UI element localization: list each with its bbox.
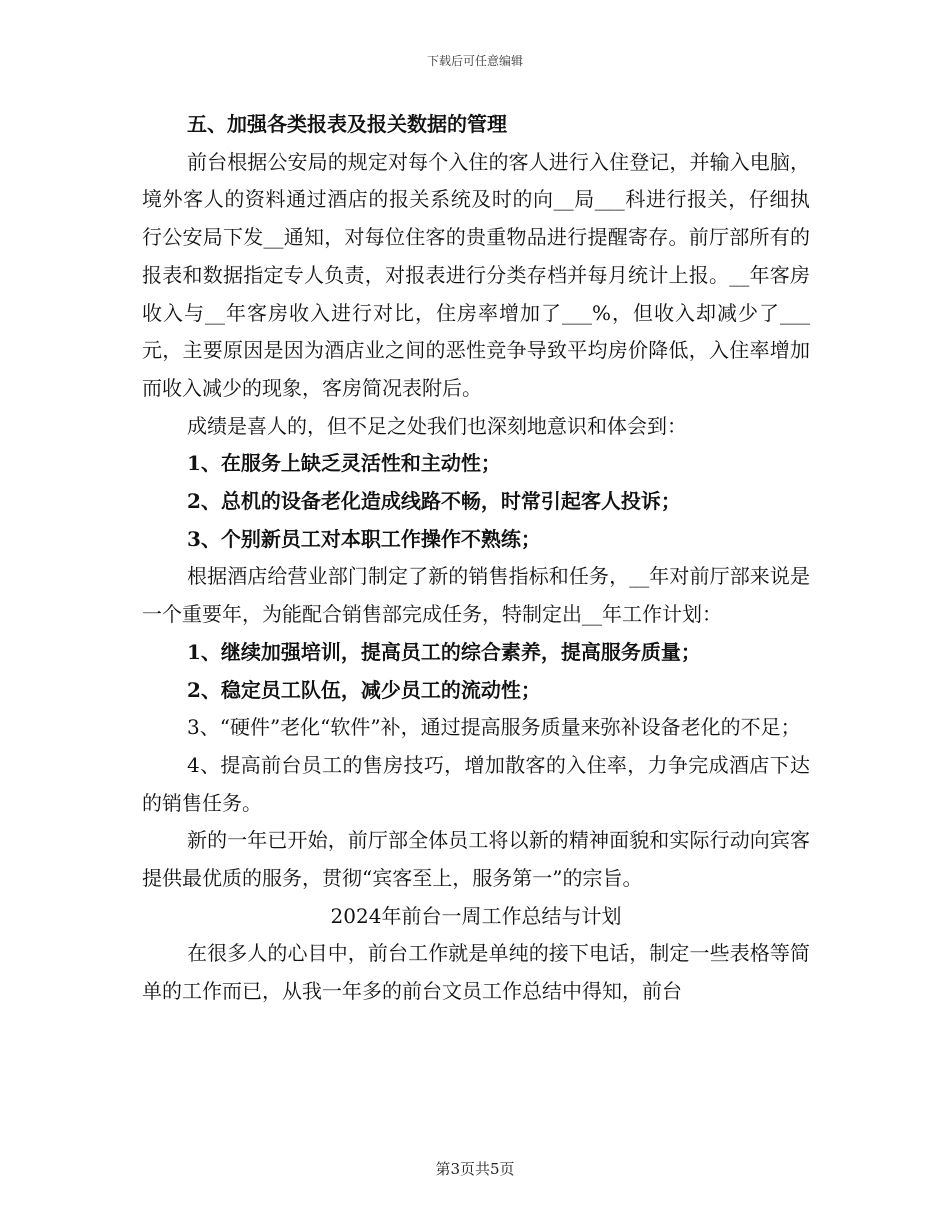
- shortcoming-item-3: 3、个别新员工对本职工作操作不熟练；: [187, 526, 541, 551]
- shortcoming-item-2: 2、总机的设备老化造成线路不畅，时常引起客人投诉；: [187, 489, 681, 514]
- paragraph-closing: 新的一年已开始，前厅部全体员工将以新的精神面貌和实际行动向宾客提供最优质的服务，贯彻“宾客至上，服务第一”的宗旨。: [142, 828, 810, 891]
- plan-item-1: 1、继续加强培训，提高员工的综合素养，提高服务质量；: [187, 639, 701, 664]
- section-heading-5: 五、加强各类报表及报关数据的管理: [187, 112, 507, 136]
- page-header: 下载后可任意编辑: [426, 54, 523, 68]
- plan-item-2: 2、稳定员工队伍，减少员工的流动性；: [187, 677, 541, 702]
- shortcoming-item-1: 1、在服务上缺乏灵活性和主动性；: [187, 451, 501, 476]
- plan-item-3: 3、“硬件”老化“软件”补，通过提高服务质量来弥补设备老化的不足；: [187, 715, 801, 740]
- paragraph-intro-next: 在很多人的心目中，前台工作就是单纯的接下电话，制定一些表格等简单的工作而已，从我一年多的前台文员工作总结中得知，前台: [142, 941, 810, 1004]
- paragraph-achievements: 成绩是喜人的，但不足之处我们也深刻地意识和体会到：: [187, 413, 687, 438]
- paragraph-plan-intro: 根据酒店给营业部门制定了新的销售指标和任务，__年对前厅部来说是一个重要年，为能配合销售部完成任务，特制定出__年工作计划：: [142, 564, 810, 627]
- page-number: 第3页共5页: [435, 1160, 515, 1178]
- paragraph-registration: 前台根据公安局的规定对每个入住的客人进行入住登记，并输入电脑，境外客人的资料通过酒店的报关系统及时的向__局___科进行报关，仔细执行公安局下发__通知，对每位住客的贵重物品进行提醒寄存。前厅部所有的报表和数据指定专人负责，对报表进行分类存档并每月统计上报。__年客房收入与__年客房收入进行对比，住房率增加了___%，但收入却减少了___元，主要原因是因为酒店业之间的恶性竞争导致平均房价降低，入住率增加而收入减少的现象，客房简况表附后。: [142, 149, 810, 400]
- section-title: 2024年前台一周工作总结与计划: [330, 903, 622, 928]
- document-body: [142, 106, 810, 1011]
- plan-item-4: 4、提高前台员工的售房技巧，增加散客的入住率，力争完成酒店下达的销售任务。: [142, 752, 810, 815]
